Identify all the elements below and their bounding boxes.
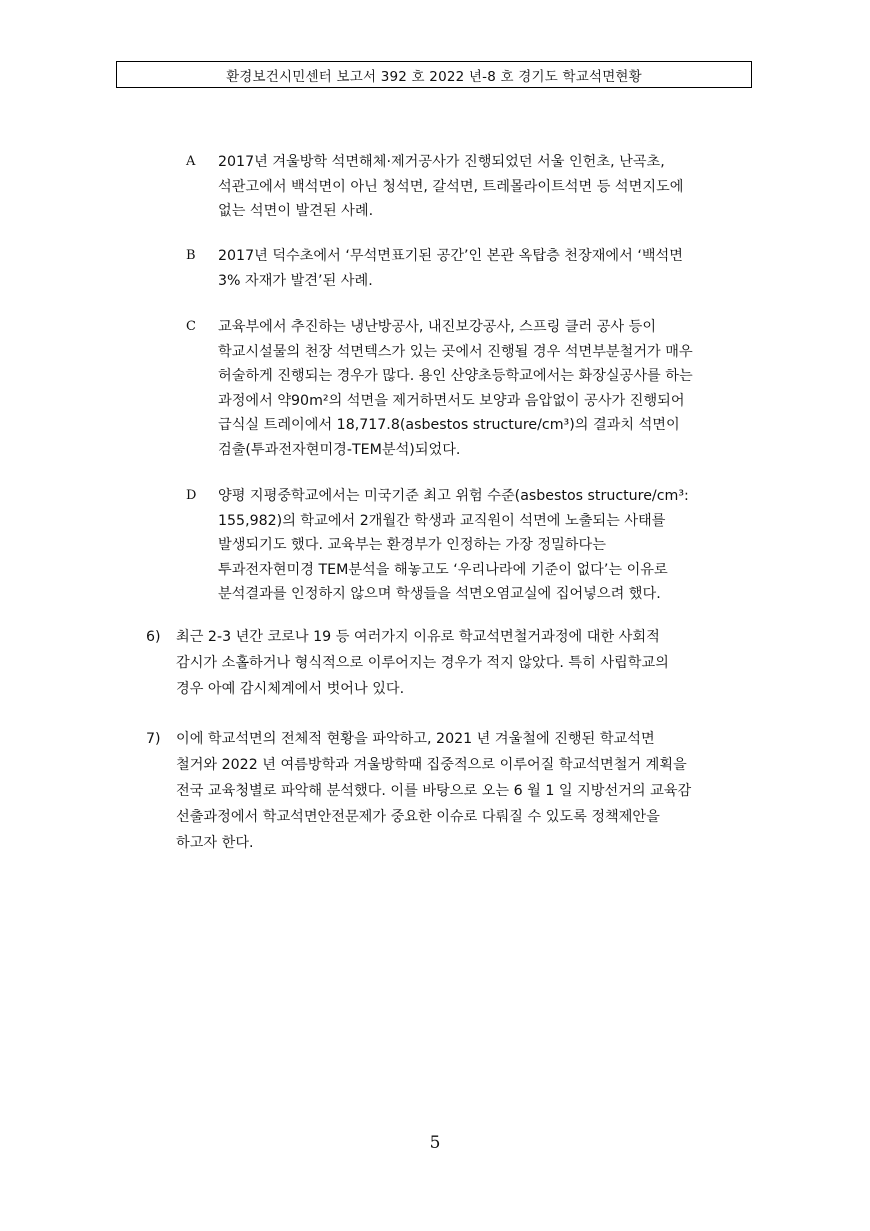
paragraph-line: 철거와 2022 년 여름방학과 겨울방학때 집중적으로 이루어질 학교석면철거 계획을 [176, 757, 687, 773]
case-line: 2017년 덕수초에서 ‘무석면표기된 공간’인 본관 옥탑층 천장재에서 ‘백석면 [218, 248, 683, 264]
case-line: 2017년 겨울방학 석면해체·제거공사가 진행되었던 서울 인헌초, 난곡초, [218, 154, 665, 170]
paragraph-marker: 6) [146, 629, 161, 645]
case-line: 허술하게 진행되는 경우가 많다. 용인 산양초등학교에서는 화장실공사를 하는 [218, 368, 693, 384]
case-line: 석관고에서 백석면이 아닌 청석면, 갈석면, 트레몰라이트석면 등 석면지도에 [218, 178, 684, 195]
case-marker: C [186, 319, 196, 334]
page-number: 5 [429, 1133, 441, 1153]
case-line: 양평 지평중학교에서는 미국기준 최고 위험 수준(asbestos structure/cm³: [218, 488, 689, 504]
case-line: 교육부에서 추진하는 냉난방공사, 내진보강공사, 스프링 클러 공사 등이 [218, 319, 657, 335]
case-item-b [186, 244, 756, 293]
case-item-d [186, 484, 756, 607]
numbered-paragraph-7 [146, 726, 766, 856]
paragraph-line: 하고자 한다. [176, 835, 254, 851]
case-line: 발생되기도 했다. 교육부는 환경부가 인정하는 가장 정밀하다는 [218, 537, 606, 553]
case-line: 3% 자재가 발견’된 사례. [218, 272, 373, 289]
case-line: 없는 석면이 발견된 사례. [218, 203, 374, 219]
paragraph-marker: 7) [146, 731, 161, 747]
case-line: 분석결과를 인정하지 않으며 학생들을 석면오염교실에 집어넣으려 했다. [218, 586, 661, 602]
case-line: 과정에서 약90m²의 석면을 제거하면서도 보양과 음압없이 공사가 진행되어 [218, 392, 685, 409]
paragraph-line: 전국 교육청별로 파악해 분석했다. 이를 바탕으로 오는 6 월 1 일 지방선거의 교육감 [176, 783, 692, 799]
numbered-paragraph-6 [146, 624, 766, 702]
paragraph-line: 최근 2-3 년간 코로나 19 등 여러가지 이유로 학교석면철거과정에 대한 사회적 [176, 629, 660, 645]
case-line: 급식실 트레이에서 18,717.8(asbestos structure/cm³)의 결과치 석면이 [218, 417, 680, 433]
case-marker: D [186, 488, 197, 503]
report-header [116, 61, 752, 88]
case-line: 155,982)의 학교에서 2개월간 학생과 교직원이 석면에 노출되는 사태를 [218, 512, 666, 529]
paragraph-line: 감시가 소홀하거나 형식적으로 이루어지는 경우가 적지 않았다. 특히 사립학교의 [176, 655, 669, 671]
paragraph-line: 경우 아예 감시체계에서 벗어나 있다. [176, 681, 405, 697]
case-item-c [186, 315, 756, 462]
case-line: 학교시설물의 천장 석면텍스가 있는 곳에서 진행될 경우 석면부분철거가 매우 [218, 343, 693, 360]
report-header-title: 환경보건시민센터 보고서 392 호 2022 년-8 호 경기도 학교석면현황 [226, 68, 642, 85]
case-marker: B [186, 248, 196, 263]
case-marker: A [186, 154, 196, 169]
paragraph-line: 선출과정에서 학교석면안전문제가 중요한 이슈로 다뤄질 수 있도록 정책제안을 [176, 809, 660, 825]
case-line: 투과전자현미경 TEM분석을 해놓고도 ‘우리나라에 기준이 없다’는 이유로 [218, 561, 668, 578]
case-line: 검출(투과전자현미경-TEM분석)되었다. [218, 441, 461, 458]
paragraph-line: 이에 학교석면의 전체적 현황을 파악하고, 2021 년 겨울철에 진행된 학교석면 [176, 731, 655, 747]
case-item-a [186, 150, 756, 224]
